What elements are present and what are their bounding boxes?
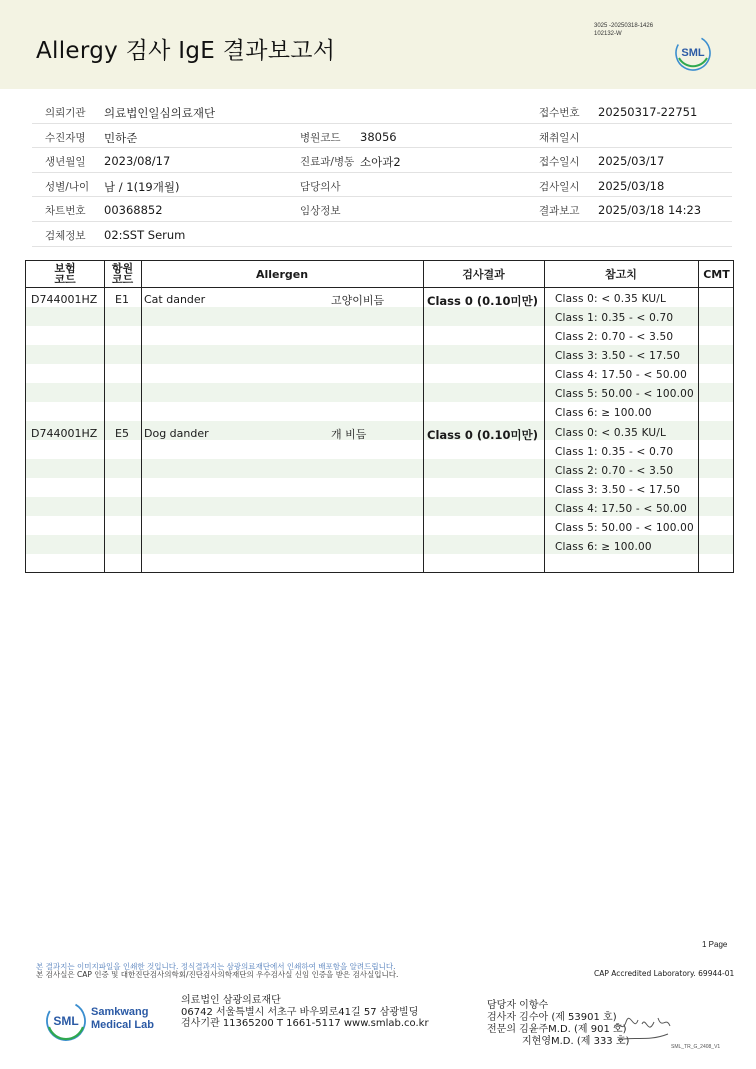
- document-id-line1: 3025 -20250318-1426: [594, 23, 654, 29]
- column-divider: [141, 261, 142, 572]
- allergen-name: Dog dander: [144, 427, 209, 440]
- header-divider: [26, 287, 733, 288]
- samkwang-logo-text: SML: [53, 1014, 79, 1028]
- test-date-label: 검사일시: [539, 180, 580, 193]
- doctor-label: 담당의사: [300, 180, 341, 193]
- receipt-no-label: 접수번호: [539, 107, 580, 119]
- reference-range: Class 1: 0.35 - < 0.70: [555, 446, 674, 458]
- hospital-code-label: 병원코드: [300, 131, 341, 144]
- staff-specialist-2: 지현영M.D. (제 333 호): [522, 1036, 630, 1047]
- collection-label: 채취일시: [539, 131, 580, 144]
- info-row: [32, 148, 732, 173]
- header-insurance-code: 보험 코드: [54, 262, 76, 286]
- staff-manager: 담당자 이항수: [487, 1000, 549, 1011]
- header-allergen: Allergen: [255, 267, 309, 281]
- reference-range: Class 1: 0.35 - < 0.70: [555, 312, 674, 324]
- report-title: Allergy 검사 IgE 결과보고서: [36, 38, 336, 64]
- lab-name-line2: Medical Lab: [91, 1019, 154, 1031]
- sex-age-label: 성별/나이: [45, 180, 90, 193]
- clinical-label: 임상정보: [300, 205, 341, 218]
- info-row: [32, 173, 732, 198]
- reference-range: Class 4: 17.50 - < 50.00: [555, 369, 688, 381]
- chart-no-value: 00368852: [104, 203, 163, 218]
- report-value: 2025/03/18 14:23: [598, 203, 702, 218]
- test-result: Class 0 (0.10미만): [427, 294, 538, 308]
- sml-logo-text: SML: [681, 47, 705, 59]
- reference-range: Class 6: ≥ 100.00: [555, 407, 652, 419]
- reference-range: Class 3: 3.50 - < 17.50: [555, 350, 681, 362]
- staff-list: [487, 1000, 630, 1048]
- receipt-date-value: 2025/03/17: [598, 154, 665, 169]
- specimen-label: 검체정보: [45, 229, 86, 242]
- specimen-value: 02:SST Serum: [104, 227, 186, 242]
- samkwang-logo-icon: [44, 999, 88, 1043]
- reference-range: Class 0: < 0.35 KU/L: [555, 293, 667, 305]
- reference-range: Class 3: 3.50 - < 17.50: [555, 484, 681, 496]
- document-id-line2: 102132-W: [594, 31, 622, 37]
- column-divider: [698, 261, 699, 572]
- hospital-code-value: 38056: [360, 129, 397, 144]
- lab-name-line1: Samkwang: [91, 1006, 149, 1018]
- chart-no-label: 차트번호: [45, 205, 86, 218]
- lab-name: [91, 1006, 154, 1032]
- page-number: 1 Page: [702, 940, 728, 949]
- address-line3: 검사기관 11365200 T 1661-5117 www.smlab.co.kr: [181, 1018, 429, 1029]
- insurance-code: D744001HZ: [31, 427, 98, 440]
- image-copy-notice: 본 결과지는 이미지파일을 인쇄한 것입니다. 정식결과지는 삼광의료재단에서 인쇄하여 배포함을 알려드립니다.: [36, 962, 396, 971]
- allergen-name-korean: 고양이비듬: [331, 294, 385, 307]
- test-result: Class 0 (0.10미만): [427, 428, 538, 442]
- reference-range: Class 5: 50.00 - < 100.00: [555, 522, 694, 534]
- reference-range: Class 6: ≥ 100.00: [555, 541, 652, 553]
- staff-tester: 검사자 김수아 (제 53901 호): [487, 1012, 617, 1023]
- patient-value: 민하준: [104, 130, 138, 145]
- column-divider: [104, 261, 105, 572]
- address-line2: 06742 서울특별시 서초구 바우뫼로41길 57 삼광빌딩: [181, 1006, 419, 1018]
- item-code: E5: [115, 427, 129, 440]
- column-divider: [423, 261, 424, 572]
- sml-logo-icon: [674, 34, 712, 72]
- item-code: E1: [115, 293, 129, 306]
- accreditation-notice: 본 검사실은 CAP 인증 및 대한진단검사의학회/진단검사의학재단의 우수검사실 신임 인증을 받은 검사실입니다.: [36, 970, 399, 979]
- reference-range: Class 5: 50.00 - < 100.00: [555, 388, 694, 400]
- info-row: [32, 99, 732, 124]
- sex-age-value: 남 / 1(19개월): [104, 179, 180, 194]
- column-divider: [544, 261, 545, 572]
- cap-accreditation: CAP Accredited Laboratory. 69944-01: [594, 969, 735, 978]
- info-row: [32, 124, 732, 149]
- dob-value: 2023/08/17: [104, 154, 171, 169]
- institution-label: 의뢰기관: [45, 107, 86, 119]
- institution-value: 의료법인일심의료재단: [104, 106, 216, 120]
- header-item-code: 항원 코드: [111, 262, 134, 286]
- allergen-name: Cat dander: [144, 293, 206, 306]
- document-id: [594, 22, 653, 38]
- receipt-date-label: 접수일시: [539, 156, 580, 169]
- report-label: 결과보고: [539, 205, 580, 218]
- lab-address: [181, 995, 429, 1030]
- result-table: [25, 260, 734, 573]
- allergen-name-korean: 개 비듬: [331, 428, 367, 441]
- test-date-value: 2025/03/18: [598, 178, 665, 193]
- reference-range: Class 2: 0.70 - < 3.50: [555, 465, 674, 477]
- info-row: [32, 197, 732, 222]
- department-label: 진료과/병동: [300, 156, 355, 169]
- header-result: 검사결과: [462, 267, 505, 281]
- header-reference: 참고치: [605, 267, 637, 281]
- reference-range: Class 4: 17.50 - < 50.00: [555, 503, 688, 515]
- receipt-no-value: 20250317-22751: [598, 105, 698, 119]
- dob-label: 생년월일: [45, 156, 86, 169]
- header-cmt: CMT: [703, 267, 730, 281]
- staff-specialist-1: 전문의 김윤주M.D. (제 901 호): [487, 1024, 627, 1035]
- patient-info: [32, 99, 732, 247]
- info-row: [32, 222, 732, 247]
- address-line1: 의료법인 삼광의료재단: [181, 995, 281, 1006]
- department-value: 소아과2: [360, 155, 401, 170]
- reference-range: Class 0: < 0.35 KU/L: [555, 427, 667, 439]
- insurance-code: D744001HZ: [31, 293, 98, 306]
- form-code: SML_TR_G_2408_V1: [671, 1044, 721, 1050]
- signature-icon: [608, 1010, 676, 1046]
- reference-range: Class 2: 0.70 - < 3.50: [555, 331, 674, 343]
- patient-label: 수진자명: [45, 131, 86, 144]
